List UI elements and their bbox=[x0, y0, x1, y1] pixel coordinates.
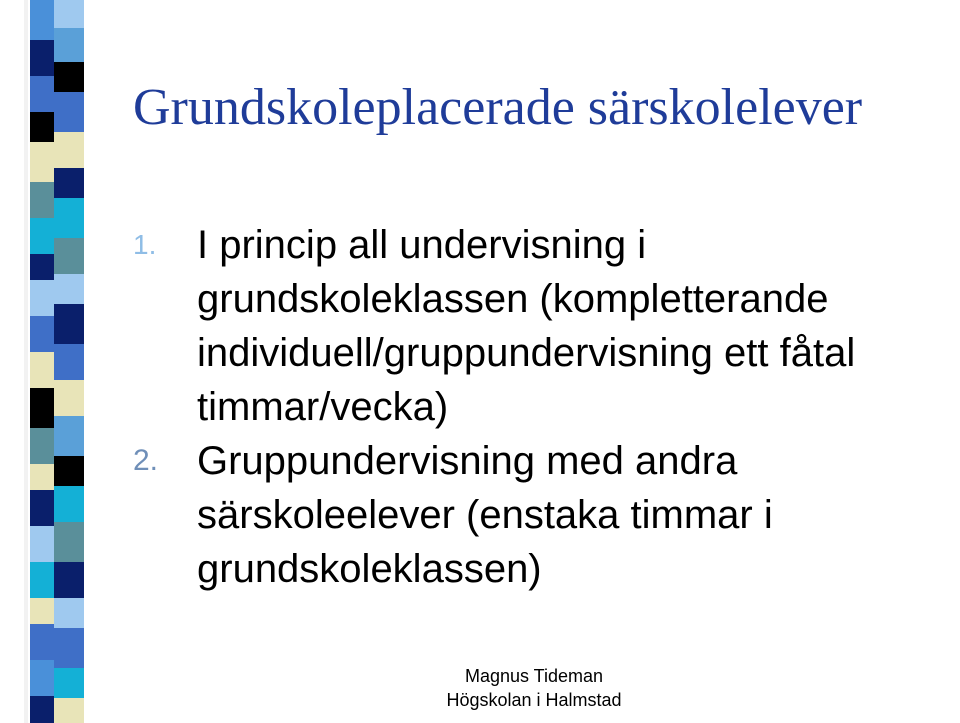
stripe-block bbox=[54, 238, 84, 274]
stripe-block bbox=[54, 486, 84, 522]
stripe-block bbox=[30, 428, 54, 464]
text-line: grundskoleklassen (kompletterande bbox=[197, 277, 829, 321]
stripe-block bbox=[54, 380, 84, 416]
text-line: timmar/vecka) bbox=[197, 385, 449, 429]
stripe-block bbox=[30, 76, 54, 112]
stripe-block bbox=[54, 668, 84, 698]
list-item-number: 1. bbox=[133, 229, 157, 260]
stripe-block bbox=[30, 254, 54, 280]
stripe-block bbox=[54, 28, 84, 62]
slide-footer bbox=[404, 664, 664, 712]
stripe-block bbox=[30, 562, 54, 598]
stripe-block bbox=[30, 464, 54, 490]
stripe-block bbox=[30, 352, 54, 388]
stripe-block bbox=[30, 696, 54, 723]
stripe-block bbox=[30, 40, 54, 76]
stripe-block bbox=[30, 0, 54, 40]
stripe-block bbox=[54, 698, 84, 723]
stripe-block bbox=[54, 304, 84, 344]
stripe-block bbox=[54, 598, 84, 628]
list-item bbox=[133, 218, 933, 434]
stripe-block bbox=[30, 624, 54, 660]
stripe-block bbox=[30, 660, 54, 696]
stripe-block bbox=[30, 218, 54, 254]
stripe-block bbox=[30, 598, 54, 624]
text-line: särskoleelever (enstaka timmar i bbox=[197, 493, 773, 537]
stripe-block bbox=[54, 198, 84, 238]
stripe-block bbox=[54, 416, 84, 456]
stripe-block bbox=[30, 112, 54, 142]
stripe-block bbox=[54, 522, 84, 562]
decorative-stripe bbox=[0, 0, 96, 723]
text-line: grundskoleklassen) bbox=[197, 547, 542, 591]
list-item bbox=[133, 434, 933, 596]
stripe-block bbox=[30, 316, 54, 352]
stripe-block bbox=[54, 62, 84, 92]
text-line: individuell/gruppundervisning ett fåtal bbox=[197, 331, 856, 375]
slide-title: Grundskoleplacerade särskolelever bbox=[133, 79, 863, 136]
footer-author: Magnus Tideman bbox=[464, 666, 604, 686]
stripe-block bbox=[30, 182, 54, 218]
stripe-block bbox=[30, 142, 54, 182]
footer-institution: Högskolan i Halmstad bbox=[446, 690, 622, 710]
stripe-block bbox=[54, 274, 84, 304]
stripe-block bbox=[54, 132, 84, 168]
list-item-number: 2. bbox=[133, 444, 159, 477]
stripe-block bbox=[54, 92, 84, 132]
stripe-block bbox=[54, 168, 84, 198]
stripe-block bbox=[30, 526, 54, 562]
stripe-block bbox=[30, 490, 54, 526]
stripe-block bbox=[30, 280, 54, 316]
text-line: Gruppundervisning med andra bbox=[197, 439, 738, 483]
stripe-block bbox=[54, 344, 84, 380]
stripe-block bbox=[30, 388, 54, 428]
stripe-block bbox=[54, 456, 84, 486]
stripe-block bbox=[54, 562, 84, 598]
stripe-block bbox=[54, 628, 84, 668]
list-item-text bbox=[197, 218, 933, 434]
text-line: I princip all undervisning i bbox=[197, 223, 647, 267]
stripe-block bbox=[54, 0, 84, 28]
numbered-list bbox=[133, 218, 933, 596]
list-item-text bbox=[197, 434, 933, 596]
